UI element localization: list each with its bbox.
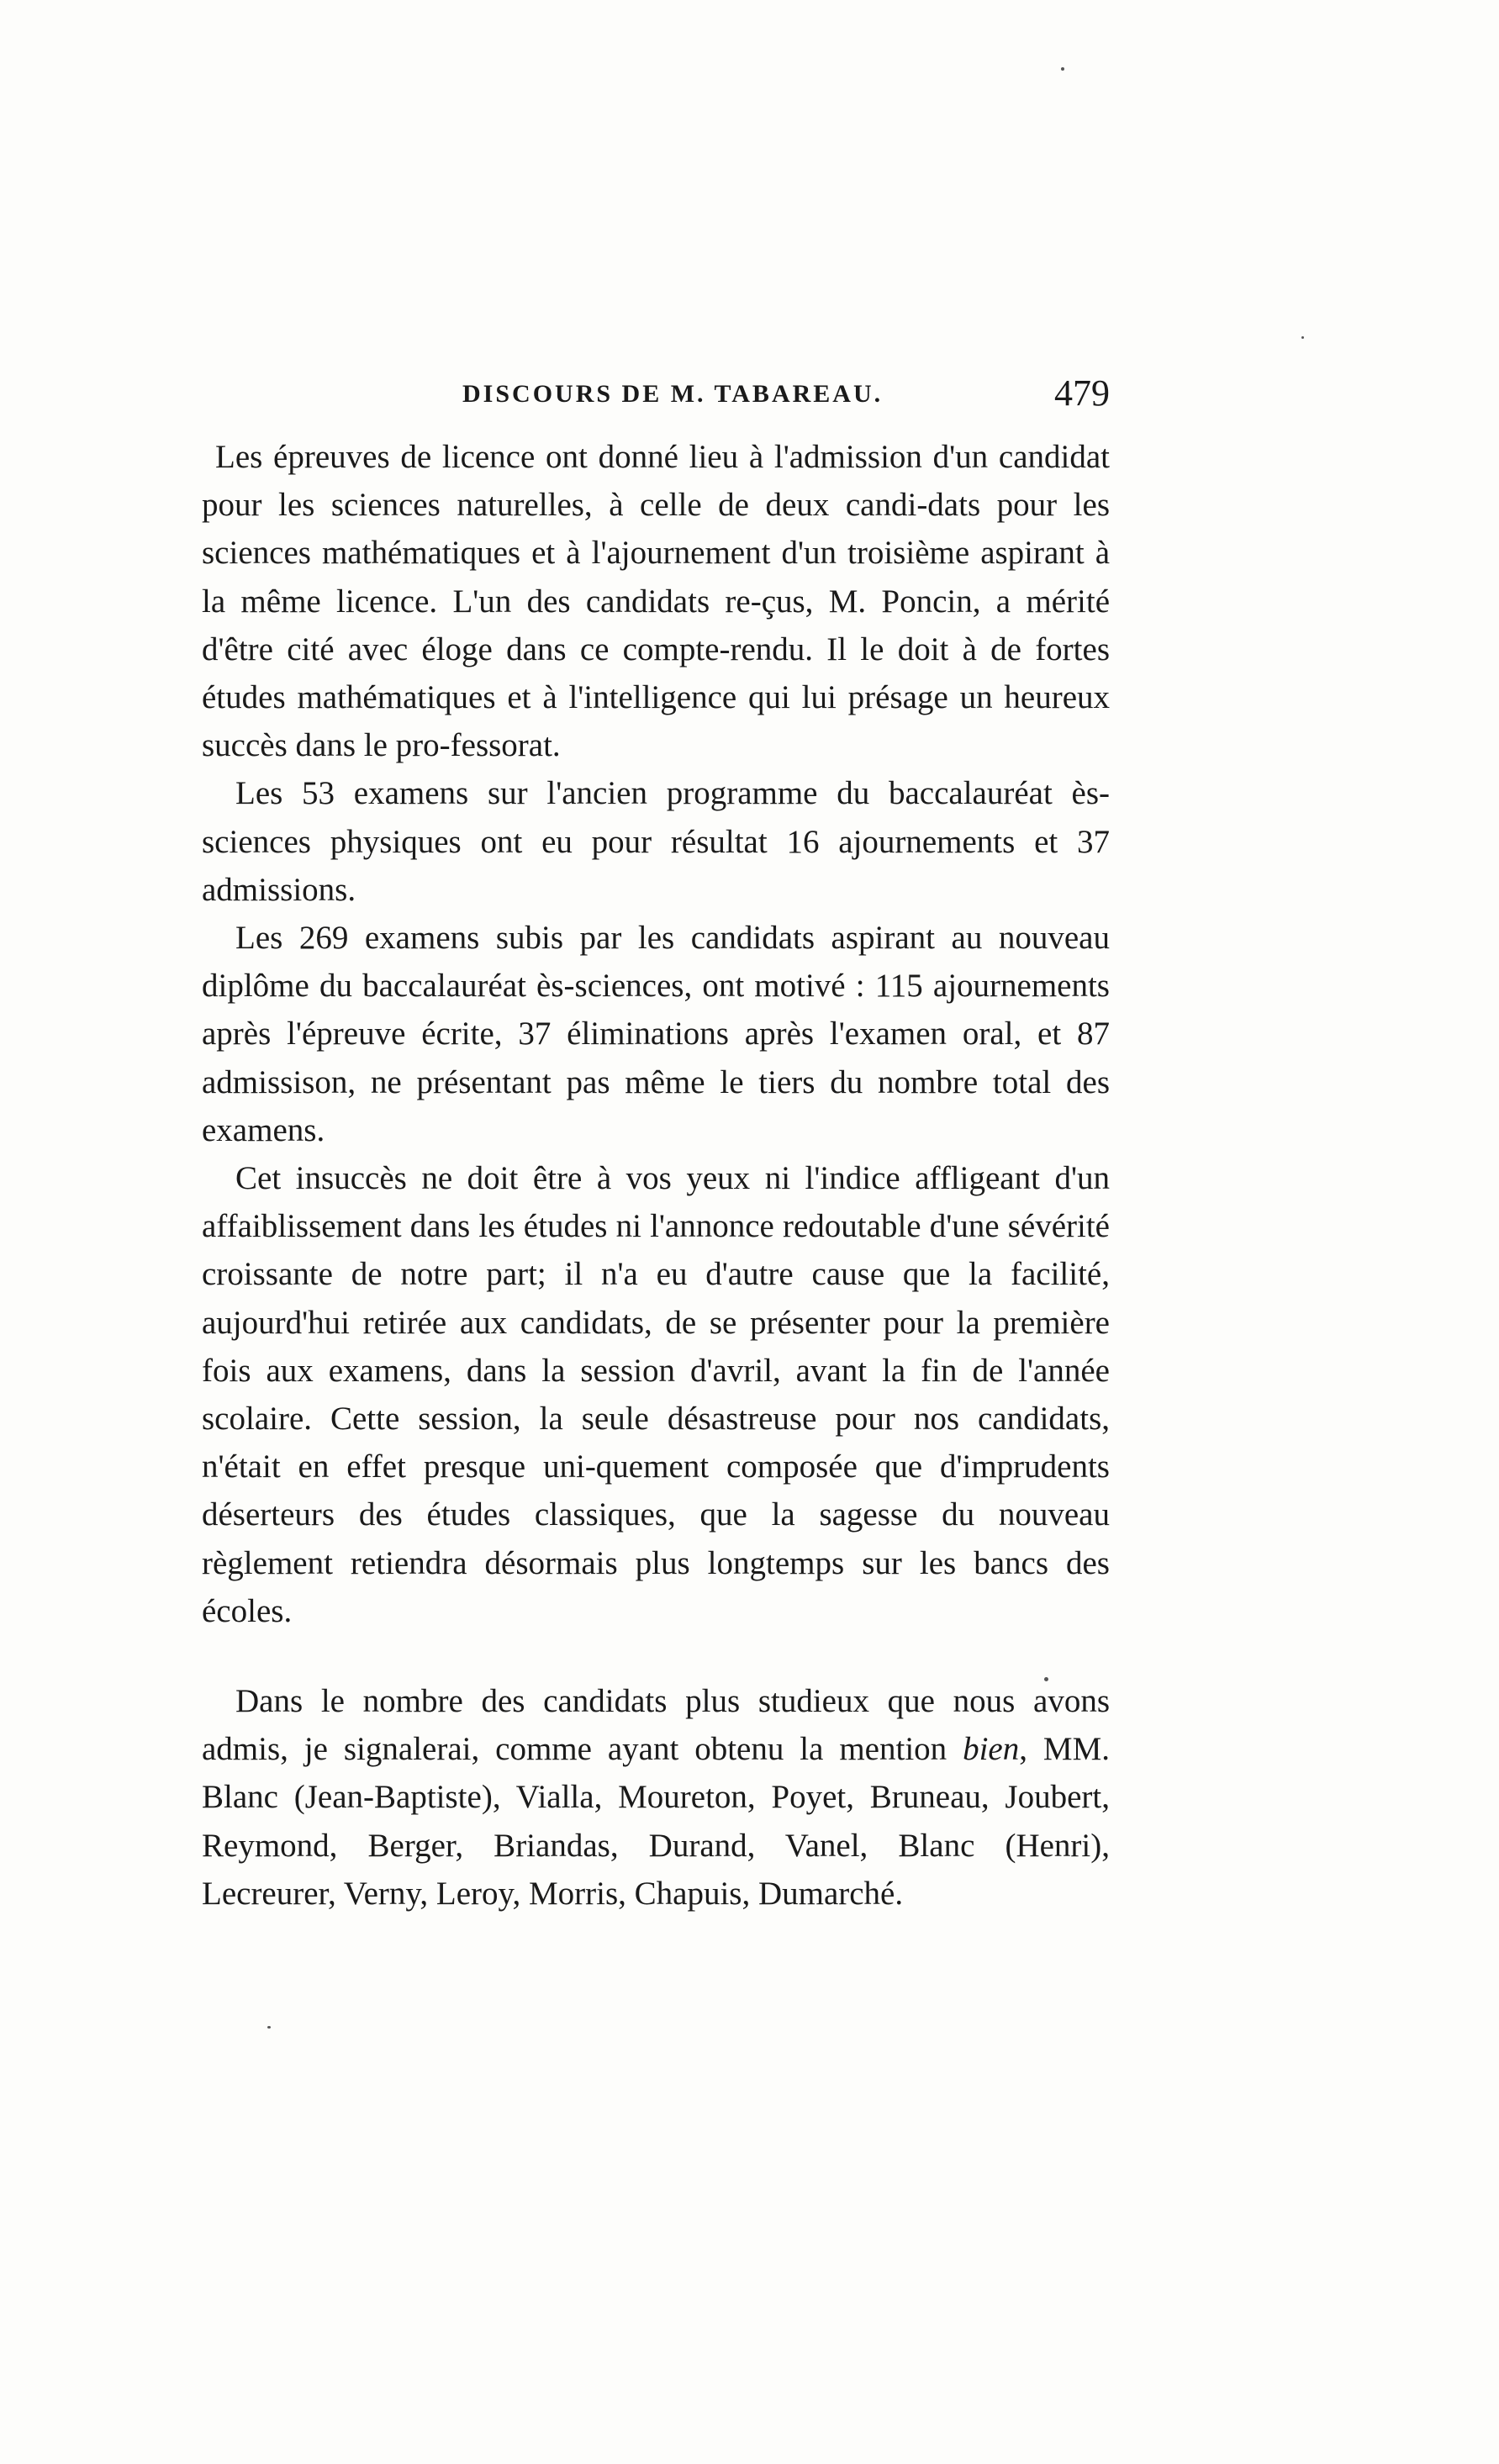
print-speck xyxy=(1044,1677,1048,1681)
paragraph-ancien-programme: Les 53 examens sur l'ancien programme du baccalauréat ès-sciences physiques ont eu pour résultat 16 ajournements et 37 admissions. xyxy=(202,775,1110,908)
paragraph-mention-bien xyxy=(202,1677,1110,1918)
mention-text-before: Dans le nombre des candidats plus studieux que nous avons admis, je signalerai, comme ayant obtenu la mention xyxy=(202,1683,1110,1768)
running-title: DISCOURS DE M. TABAREAU. xyxy=(462,380,884,408)
paragraph-licence: Les épreuves de licence ont donné lieu à l'admission d'un candidat pour les sciences naturelles, à celle de deux candi-dats pour les sciences mathématiques et à l'ajournement d'un troisième aspirant à la même licence. L'un des candidats re-çus, M. Poncin, a mérité d'être cité avec éloge dans ce compte-rendu. Il le doit à de fortes études mathématiques et à l'intelligence qui lui présage un heureux succès dans le pro-fessorat. xyxy=(202,439,1110,764)
body-text xyxy=(202,433,1110,1918)
running-head xyxy=(202,370,1110,420)
mention-names: , MM. Blanc (Jean-Baptiste), Vialla, Moureton, Poyet, Bruneau, Joubert, Reymond, Berger, Briandas, Durand, Vanel, Blanc (Henri), Lecreurer, Verny, Leroy, Morris, Chapuis, Dumarché. xyxy=(202,1731,1111,1912)
print-speck xyxy=(1301,336,1304,339)
mention-italic-word: bien xyxy=(963,1731,1020,1768)
print-speck xyxy=(1061,67,1064,71)
paragraph-insucces: Cet insuccès ne doit être à vos yeux ni l'indice affligeant d'un affaiblissement dans les études ni l'annonce redoutable d'une sévérité croissante de notre part; il n'a eu d'autre cause que la facilité, aujourd'hui retirée aux candidats, de se présenter pour la première fois aux examens, dans la session d'avril, avant la fin de l'année scolaire. Cette session, la seule désastreuse pour nos candidats, n'était en effet presque uni-quement composée que d'imprudents déserteurs des études classiques, que la sagesse du nouveau règlement retiendra désormais plus longtemps sur les bancs des écoles. xyxy=(202,1160,1110,1629)
paragraph-nouveau-diplome: Les 269 examens subis par les candidats aspirant au nouveau diplôme du baccalauréat ès-sciences, ont motivé : 115 ajournements après l'épreuve écrite, 37 éliminations après l'examen oral, et 87 admissison, ne présentant pas même le tiers du nombre total des examens. xyxy=(202,920,1110,1148)
page-number: 479 xyxy=(1054,372,1110,414)
print-speck xyxy=(267,2026,271,2029)
